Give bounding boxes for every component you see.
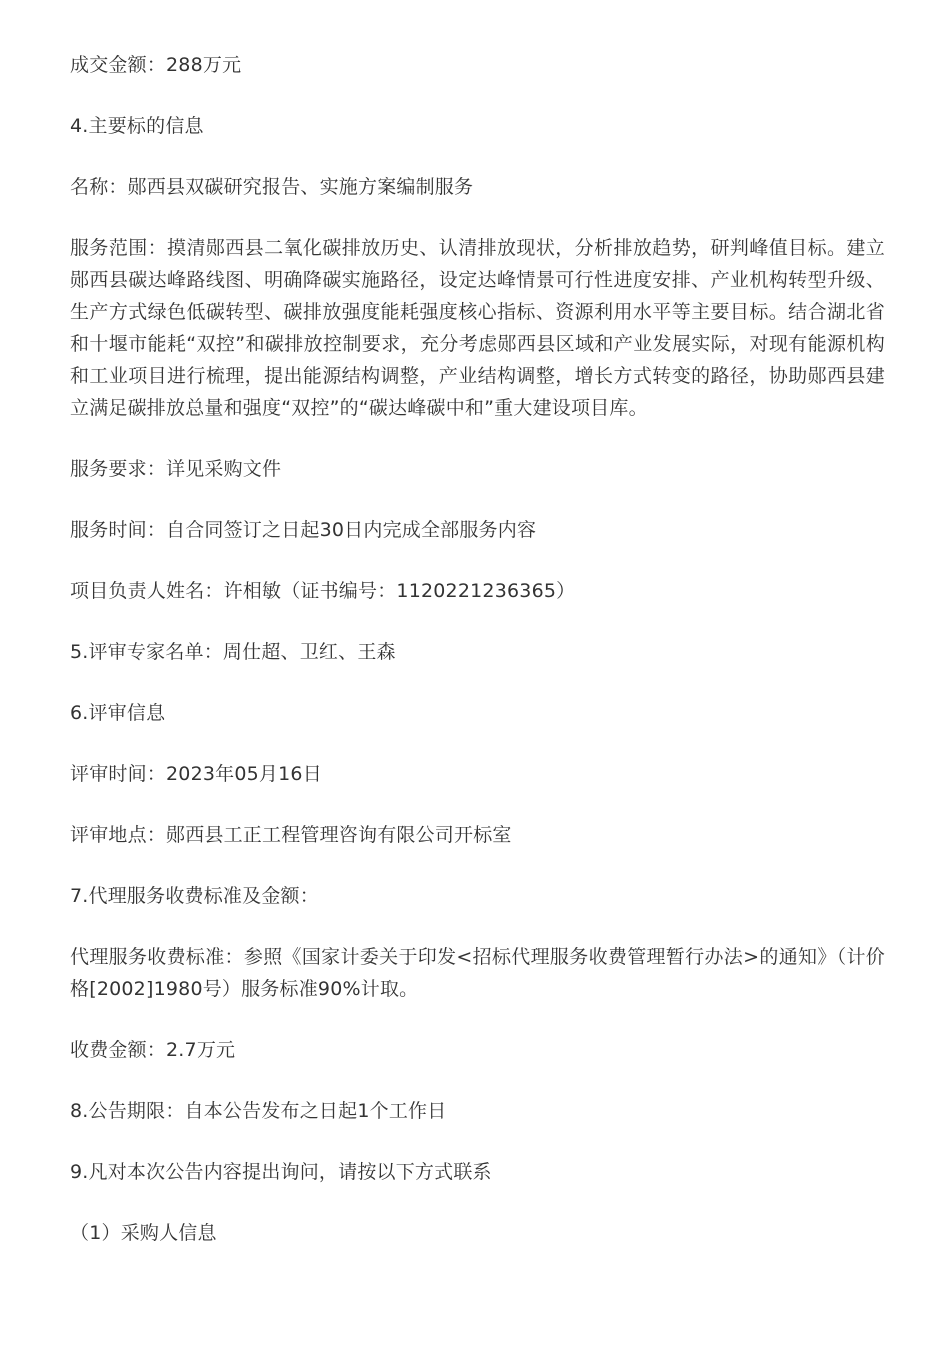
service-scope: 服务范围：摸清郧西县二氧化碳排放历史、认清排放现状，分析排放趋势，研判峰值目标。建立郧西县碳达峰路线图、明确降碳实施路径，设定达峰情景可行性进度安排、产业机构转型升级、生产方式绿色低碳转型、碳排放强度能耗强度核心指标、资源利用水平等主要目标。结合湖北省和十堰市能耗“双控”和碳排放控制要求，充分考虑郧西县区域和产业发展实际，对现有能源机构和工业项目进行梳理，提出能源结构调整，产业结构调整，增长方式转变的路径，协助郧西县建立满足碳排放总量和强度“双控”的“碳达峰碳中和”重大建设项目库。: [70, 237, 885, 419]
review-location: 评审地点：郧西县工正工程管理咨询有限公司开标室: [70, 824, 512, 846]
section-9-contact: 9.凡对本次公告内容提出询问，请按以下方式联系: [70, 1161, 492, 1183]
section-7-heading: 7.代理服务收费标准及金额：: [70, 885, 319, 907]
purchaser-info-heading: （1）采购人信息: [70, 1222, 217, 1244]
project-leader: 项目负责人姓名：许相敏（证书编号：1120221236365）: [70, 580, 576, 602]
section-6-heading: 6.评审信息: [70, 702, 166, 724]
announcement-body: [70, 49, 885, 1278]
section-8-period: 8.公告期限：自本公告发布之日起1个工作日: [70, 1100, 447, 1122]
fee-amount: 收费金额：2.7万元: [70, 1039, 236, 1061]
fee-standard: 代理服务收费标准：参照《国家计委关于印发<招标代理服务收费管理暂行办法>的通知》（计价格[2002]1980号）服务标准90%计取。: [70, 946, 885, 1000]
service-time: 服务时间：自合同签订之日起30日内完成全部服务内容: [70, 519, 537, 541]
deal-amount: 成交金额：288万元: [70, 54, 242, 76]
section-5-experts: 5.评审专家名单：周仕超、卫红、王森: [70, 641, 396, 663]
service-requirements: 服务要求：详见采购文件: [70, 458, 282, 480]
section-4-heading: 4.主要标的信息: [70, 115, 204, 137]
review-time: 评审时间：2023年05月16日: [70, 763, 322, 785]
item-name: 名称：郧西县双碳研究报告、实施方案编制服务: [70, 176, 474, 198]
